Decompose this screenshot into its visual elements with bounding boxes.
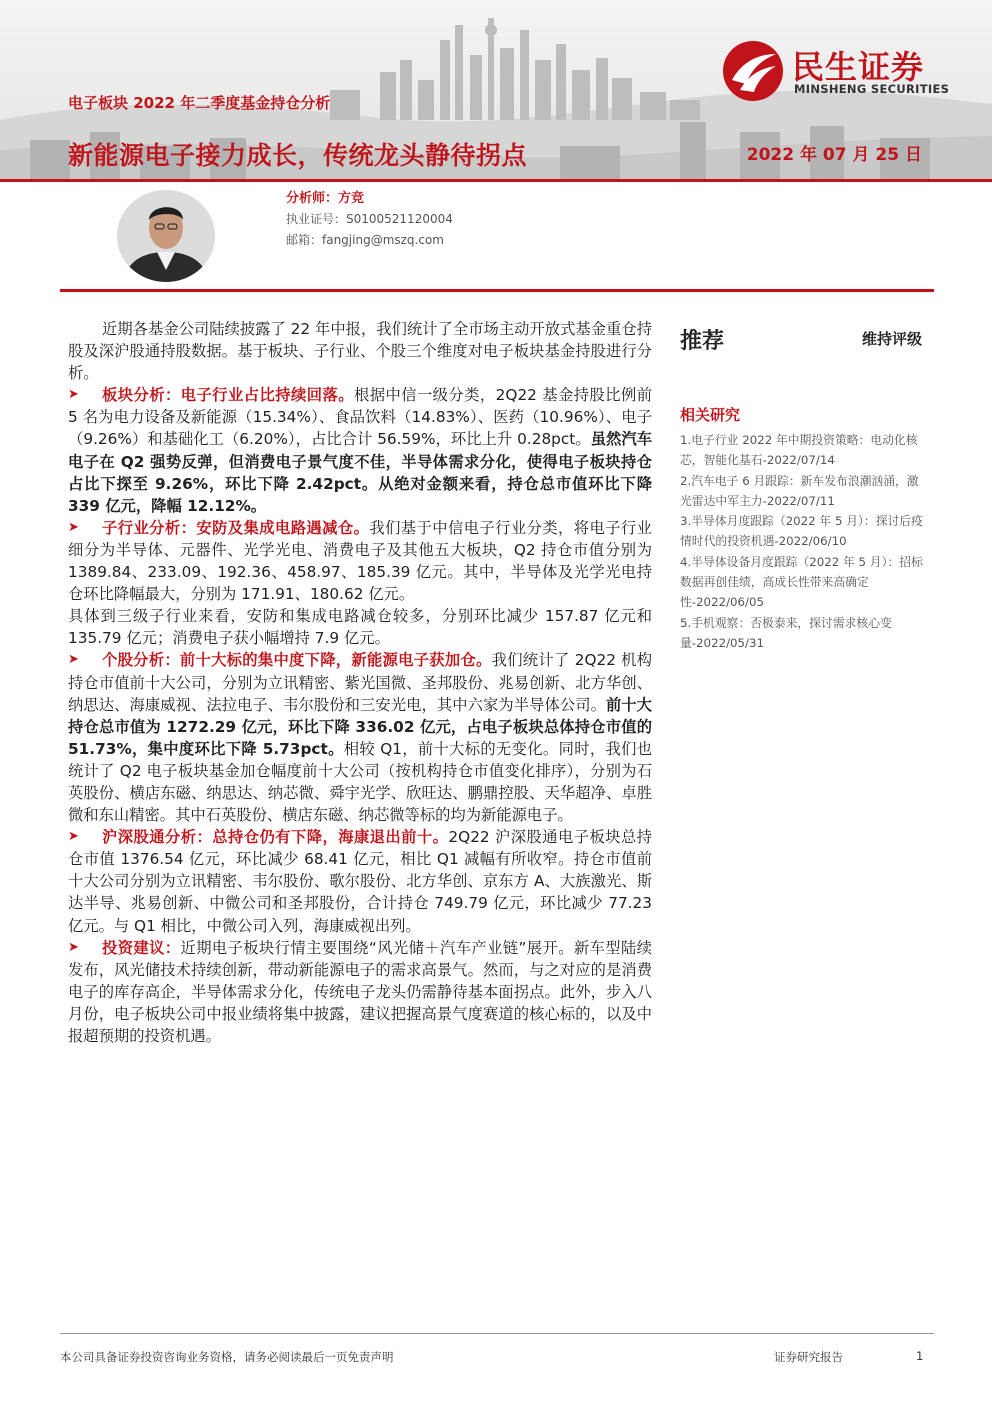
section-text-2: 相较 Q1，前十大标的无变化。同时，我们也统计了 Q2 电子板块基金加仓幅度前十大公司（按机构持仓市值变化排序），分别为石英股份、横店东磁、纳思达、纳芯微、舜宇光学、欣旺达、鹏鼎控股、天华超净、卓胜微和东山精密。其中石英股份、横店东磁、纳芯微等标的均为新能源电子。	[68, 739, 652, 825]
related-research-item[interactable]: 3.半导体月度跟踪（2022 年 5 月）：探讨后疫情时代的投资机遇-2022/06/10	[680, 514, 923, 549]
bullet-arrow-icon: ➤	[68, 829, 79, 845]
section-divider	[60, 289, 934, 292]
analyst-photo	[117, 190, 215, 282]
analyst-photo-illustration	[117, 190, 215, 282]
section-text: 我们统计了 2Q22 机构持仓市值前十大公司，分别为立讯精密、紫光国微、圣邦股份、兆易创新、北方华创、纳思达、海康威视、法拉电子、韦尔股份和三安光电，其中六家为半导体公司。	[68, 651, 652, 714]
section-emphasis: 前十大持仓总市值为 1272.29 亿元，环比下降 336.02 亿元，占电子板块总体持仓市值的 51.73%，集中度环比下降 5.73pct。	[68, 695, 652, 758]
report-headline: 新能源电子接力成长，传统龙头静待拐点	[68, 141, 528, 170]
rating-recommendation: 推荐	[680, 329, 725, 354]
section-stock-analysis	[68, 649, 652, 826]
rating-action: 维持评级	[861, 330, 922, 348]
analyst-license: 执业证号：S0100521120004	[286, 212, 453, 226]
section-heading: 沪深股通分析：总持仓仍有下降，海康退出前十。	[102, 828, 449, 847]
analyst-email: 邮箱：fangjing@mszq.com	[286, 233, 444, 247]
minsheng-logo	[722, 40, 962, 102]
section-text: 我们基于中信电子行业分类，将电子行业细分为半导体、元器件、光学光电、消费电子及其他五大板块，Q2 持仓市值分别为 1389.84、233.09、192.36、458.97、185.39 亿元。其中，半导体及光学光电持仓环比降幅最大，分别为 171.91、180.62 亿元。	[68, 518, 652, 604]
related-research-item[interactable]: 1.电子行业 2022 年中期投资策略：电动化核芯，智能化基石-2022/07/14	[680, 433, 918, 468]
bullet-arrow-icon: ➤	[68, 387, 79, 403]
analyst-info	[286, 188, 453, 251]
related-research-item[interactable]: 4.半导体设备月度跟踪（2022 年 5 月）：招标数据再创佳绩，高成长性带来高确定性-2022/06/05	[680, 554, 923, 610]
related-research-title: 相关研究	[680, 406, 741, 424]
page-number: 1	[916, 1349, 924, 1363]
intro-paragraph: 近期各基金公司陆续披露了 22 年中报，我们统计了全市场主动开放式基金重仓持股及深沪股通持股数据。基于板块、子行业、个股三个维度对电子板块基金持股进行分析。	[68, 320, 652, 383]
footer-divider	[60, 1333, 934, 1334]
bullet-arrow-icon: ➤	[68, 652, 79, 668]
section-heading: 投资建议：	[102, 938, 181, 957]
header-banner	[0, 0, 992, 180]
related-research-item[interactable]: 5.手机观察：否极泰来，探讨需求核心变量-2022/05/31	[680, 615, 892, 650]
section-heading: 子行业分析：安防及集成电路遇减仓。	[102, 518, 370, 537]
section-investment-advice	[68, 937, 652, 1047]
section-emphasis: 虽然汽车电子在 Q2 强势反弹，但消费电子景气度不佳，半导体需求分化，使得电子板块持仓占比下探至 9.26%，环比下降 2.42pct。从绝对金额来看，持仓总市值环比下降 339 亿元，降幅 12.12%。	[68, 430, 652, 515]
related-research-list	[680, 430, 930, 653]
footer-disclaimer: 本公司具备证券投资咨询业务资格，请务必阅读最后一页免责声明	[60, 1350, 394, 1364]
logo-en-text: MINSHENG SECURITIES	[794, 82, 950, 96]
logo-cn-text: 民生证券	[792, 48, 925, 86]
related-research-item[interactable]: 2.汽车电子 6 月跟踪：新车发布浪潮汹涌，激光雷达中军主力-2022/07/11	[680, 473, 919, 508]
section-subindustry-analysis	[68, 517, 652, 605]
report-body	[68, 318, 652, 1047]
bullet-arrow-icon: ➤	[68, 519, 79, 535]
report-date: 2022 年 07 月 25 日	[746, 145, 922, 165]
footer-report-type: 证券研究报告	[774, 1350, 843, 1364]
section-connect-analysis	[68, 826, 652, 936]
header-divider	[0, 179, 992, 182]
section-text: 根据中信一级分类，2Q22 基金持股比例前 5 名为电力设备及新能源（15.34%）、食品饮料（14.83%）、医药（10.96%）、电子（9.26%）和基础化工（6.20%），占比合计 56.59%，环比上升 0.28pct。	[68, 386, 652, 449]
section-heading: 板块分析：电子行业占比持续回落。	[102, 386, 354, 405]
section-text: 近期电子板块行情主要围绕“风光储＋汽车产业链”展开。新车型陆续发布，风光储技术持续创新，带动新能源电子的需求高景气。然而，与之对应的是消费电子的库存高企，半导体需求分化，传统电子龙头仍需静待基本面拐点。此外，步入八月份，电子板块公司中报业绩将集中披露，建议把握高景气度赛道的核心标的，以及中报超预期的投资机遇。	[68, 938, 652, 1045]
bullet-arrow-icon: ➤	[68, 939, 79, 955]
analyst-name: 分析师：方竞	[286, 191, 365, 206]
report-kicker: 电子板块 2022 年二季度基金持仓分析	[68, 94, 331, 112]
section-text: 2Q22 沪深股通电子板块总持仓市值 1376.54 亿元，环比减少 68.41 亿元，相比 Q1 减幅有所收窄。持仓市值前十大公司分别为立讯精密、韦尔股份、歌尔股份、北方华创、京东方 A、大族激光、斯达半导、兆易创新、中微公司和圣邦股份，合计持仓 749.79 亿元，环比减少 77.23 亿元。与 Q1 相比，中微公司入列，海康威视出列。	[68, 828, 652, 935]
minsheng-logo-icon	[722, 40, 784, 102]
section-heading: 个股分析：前十大标的集中度下降，新能源电子获加仓。	[102, 651, 492, 670]
section-sector-analysis	[68, 384, 652, 517]
subindustry-detail: 具体到三级子行业来看，安防和集成电路减仓较多，分别环比减少 157.87 亿元和 135.79 亿元；消费电子获小幅增持 7.9 亿元。	[68, 607, 652, 648]
